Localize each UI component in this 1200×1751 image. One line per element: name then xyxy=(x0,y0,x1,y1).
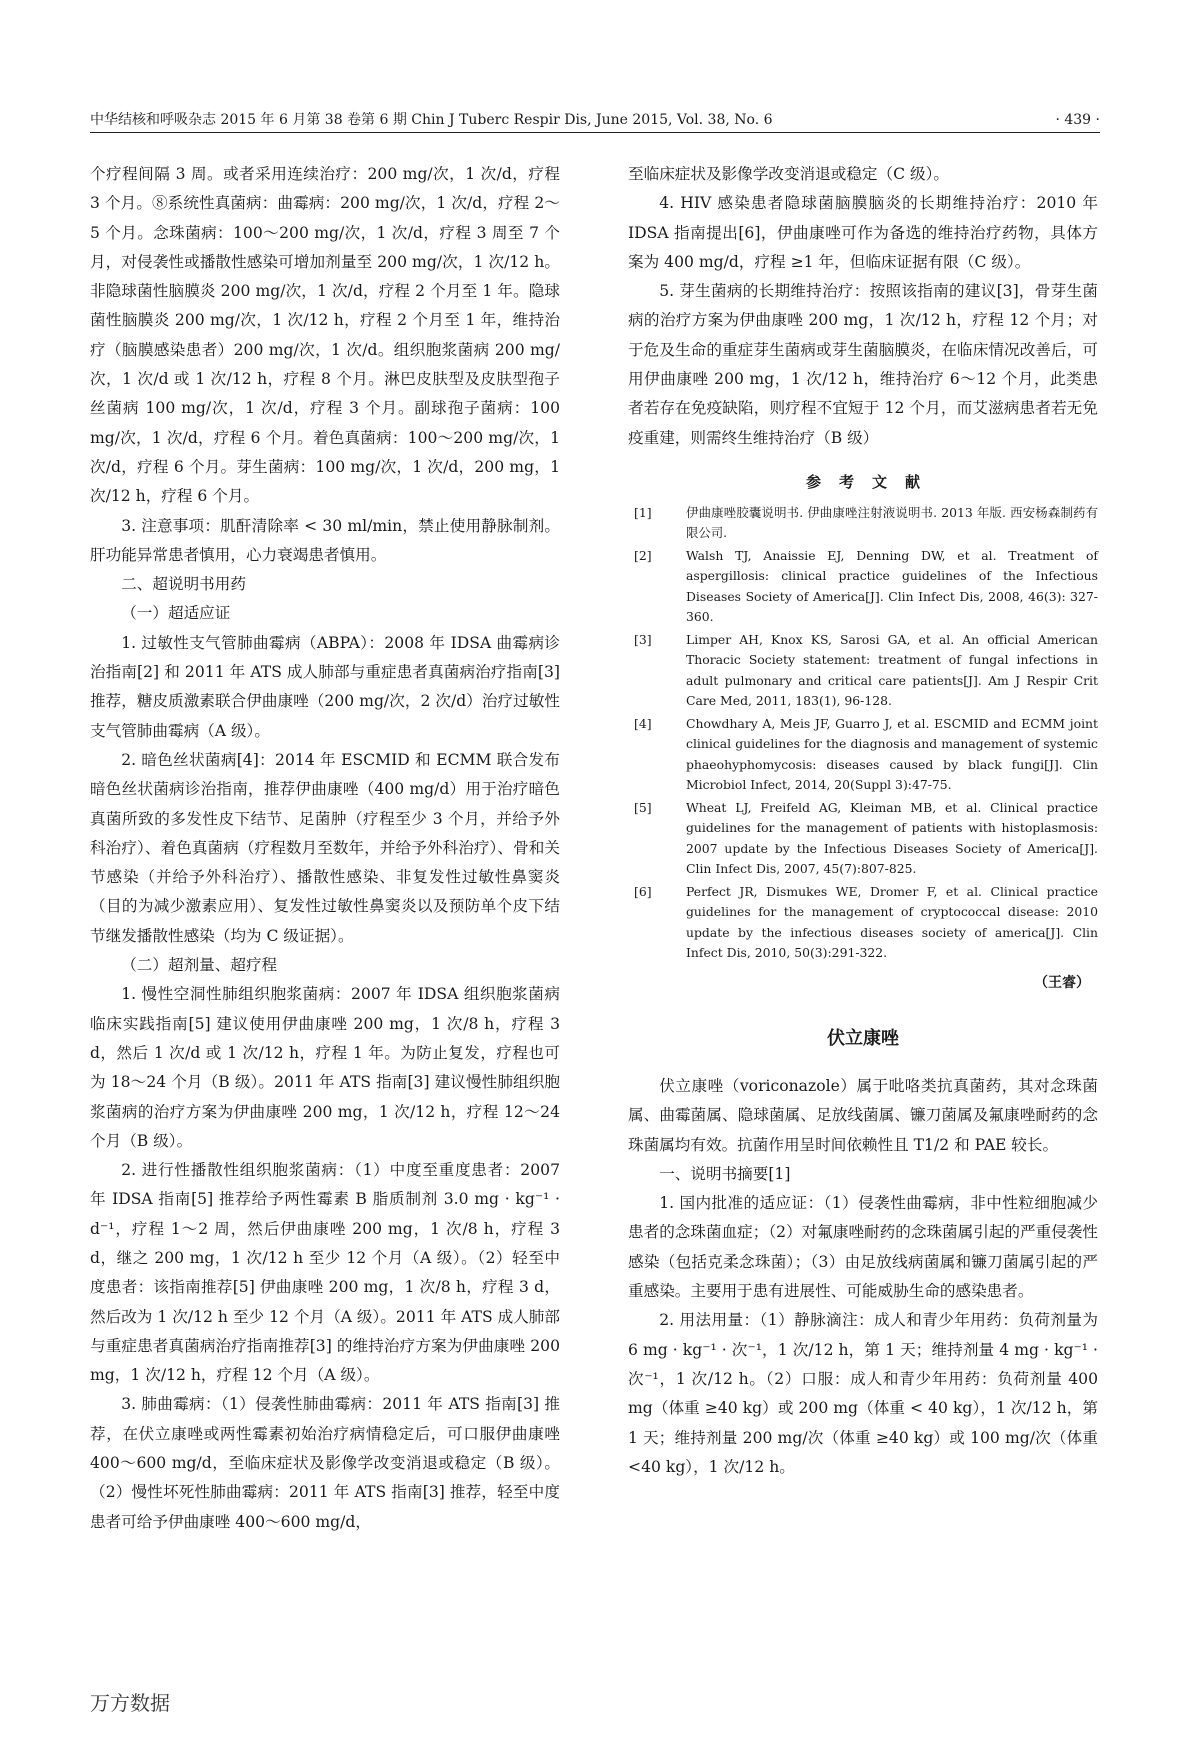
paragraph: 4. HIV 感染患者隐球菌脑膜脑炎的长期维持治疗：2010 年 IDSA 指南提出[6]，伊曲康唑可作为备选的维持治疗药物，具体方案为 400 mg/d，疗程 ≥1 年，但临床证据有限（C 级）。 xyxy=(628,194,1098,271)
paragraph: 2. 进行性播散性组织胞浆菌病：（1）中度至重度患者：2007 年 IDSA 指南[5] 推荐给予两性霉素 B 脂质制剂 3.0 mg · kg⁻¹ · d⁻¹，疗程 1～2 周，然后伊曲康唑 200 mg，1 次/8 h，疗程 3 d，继之 200 mg，1 次/12 h 至少 12 个月（A 级）。（2）轻至中度患者：该指南推荐[5] 伊曲康唑 200 mg，1 次/8 h，疗程 3 d，然后改为 1 次/12 h 至少 12 个月（A 级）。2011 年 ATS 成人肺部与重症患者真菌病治疗指南推荐[3] 的维持治疗方案为伊曲康唑 200 mg，1 次/12 h，疗程 12 个月（A 级）。 xyxy=(90,1161,560,1385)
reference-item xyxy=(628,714,1098,796)
reference-text: Perfect JR, Dismukes WE, Dromer F, et al. Clinical practice guidelines for the management of cryptococcal disease: 2010 update by the infectious diseases society of america[J]. Clin Infect Dis, 2010, 50(3):291-322. xyxy=(686,883,1098,961)
reference-number: [3] xyxy=(634,631,652,647)
journal-citation: 中华结核和呼吸杂志 2015 年 6 月第 38 卷第 6 期 Chin J Tuberc Respir Dis, June 2015, Vol. 38, No. 6 xyxy=(90,112,773,128)
paragraph: 2. 用法用量：（1）静脉滴注：成人和青少年用药：负荷剂量为 6 mg · kg⁻¹ · 次⁻¹，1 次/12 h，第 1 天；维持剂量 4 mg · kg⁻¹ · 次⁻¹，1 次/12 h。（2）口服：成人和青少年用药：负荷剂量 400 mg（体重 ≥40 kg）或 200 mg（体重 < 40 kg），1 次/12 h，第 1 天；维持剂量 200 mg/次（体重 ≥40 kg）或 100 mg/次（体重 <40 kg），1 次/12 h。 xyxy=(628,1311,1098,1476)
reference-number: [2] xyxy=(634,547,652,563)
reference-text: Limper AH, Knox KS, Sarosi GA, et al. An official American Thoracic Society statement: treatment of fungal infections in adult pulmonary and critical care patients[J]. Am J Respir Crit Care Med, 2011, 183(1), 96-128. xyxy=(686,631,1098,709)
paragraph: 1. 国内批准的适应证：（1）侵袭性曲霉病，非中性粒细胞减少患者的念珠菌血症；（2）对氟康唑耐药的念珠菌属引起的严重侵袭性感染（包括克柔念珠菌）；（3）由足放线病菌属和镰刀菌属引起的严重感染。主要用于患有进展性、可能威胁生命的感染患者。 xyxy=(628,1194,1098,1301)
reference-item xyxy=(628,882,1098,964)
reference-number: [5] xyxy=(634,799,652,815)
reference-list xyxy=(628,503,1098,964)
paragraph: 至临床症状及影像学改变消退或稳定（C 级）。 xyxy=(628,165,949,183)
reference-number: [1] xyxy=(634,504,652,520)
reference-item xyxy=(628,503,1098,544)
subsection-heading: （二）超剂量、超疗程 xyxy=(121,956,278,975)
paragraph: 2. 暗色丝状菌病[4]：2014 年 ESCMID 和 ECMM 联合发布暗色丝状菌病诊治指南，推荐伊曲康唑（400 mg/d）用于治疗暗色真菌所致的多发性皮下结节、足菌肿（疗程至少 3 个月，并给予外科治疗）、着色真菌病（疗程数月至数年，并给予外科治疗）、骨和关节感染（并给予外科治疗）、播散性感染、非复发性过敏性鼻窦炎（目的为减少激素应用）、复发性过敏性鼻窦炎以及预防单个皮下结节继发播散性感染（均为 C 级证据）。 xyxy=(90,750,560,945)
paragraph: 个疗程间隔 3 周。或者采用连续治疗：200 mg/次，1 次/d，疗程 3 个月。⑧系统性真菌病：曲霉病：200 mg/次，1 次/d，疗程 2～5 个月。念珠菌病：100～200 mg/次，1 次/d，疗程 3 周至 7 个月，对侵袭性或播散性感染可增加剂量至 200 mg/次，1 次/12 h。非隐球菌性脑膜炎 200 mg/次，1 次/d，疗程 2 个月至 1 年。隐球菌性脑膜炎 200 mg/次，1 次/12 h，疗程 2 个月至 1 年，维持治疗（脑膜感染患者）200 mg/次，1 次/d。组织胞浆菌病 200 mg/次，1 次/d 或 1 次/12 h，疗程 8 个月。淋巴皮肤型及皮肤型孢子丝菌病 100 mg/次，1 次/d，疗程 3 个月。副球孢子菌病：100 mg/次，1 次/d，疗程 6 个月。着色真菌病：100～200 mg/次，1 次/d，疗程 6 个月。芽生菌病：100 mg/次，1 次/d，200 mg，1 次/12 h，疗程 6 个月。 xyxy=(90,165,560,506)
paragraph: 3. 注意事项：肌酐清除率 < 30 ml/min，禁止使用静脉制剂。肝功能异常患者慎用，心力衰竭患者慎用。 xyxy=(90,516,560,564)
author-signature: （王睿） xyxy=(1034,974,1090,991)
reference-number: [4] xyxy=(634,715,652,731)
paragraph: 3. 肺曲霉病：（1）侵袭性肺曲霉病：2011 年 ATS 指南[3] 推荐，在伏立康唑或两性霉素初始治疗病情稳定后，可口服伊曲康唑 400～600 mg/d，至临床症状及影像学改变消退或稳定（B 级）。（2）慢性坏死性肺曲霉病：2011 年 ATS 指南[3] 推荐，轻至中度患者可给予伊曲康唑 400～600 mg/d， xyxy=(90,1395,560,1531)
watermark-logo: 万方数据 xyxy=(90,1691,170,1715)
paragraph: 1. 慢性空洞性肺组织胞浆菌病：2007 年 IDSA 组织胞浆菌病临床实践指南[5] 建议使用伊曲康唑 200 mg，1 次/8 h，疗程 3 d，然后 1 次/d 或 1 次/12 h，疗程 1 年。为防止复发，疗程也可为 18～24 个月（B 级）。2011 年 ATS 指南[3] 建议慢性肺组织胞浆菌病的治疗方案为伊曲康唑 200 mg，1 次/12 h，疗程 12～24 个月（B 级）。 xyxy=(90,985,560,1150)
reference-text: Chowdhary A, Meis JF, Guarro J, et al. ESCMID and ECMM joint clinical guidelines for the diagnosis and management of systemic phaeohyphomycosis: diseases caused by black fungi[J]. Clin Microbiol Infect, 2014, 20(Suppl 3):47-75. xyxy=(686,715,1098,793)
reference-number: [6] xyxy=(634,883,652,899)
reference-text: Walsh TJ, Anaissie EJ, Denning DW, et al. Treatment of aspergillosis: clinical practice guidelines of the Infectious Diseases Society of America[J]. Clin Infect Dis, 2008, 46(3): 327-360. xyxy=(686,547,1098,625)
section-heading: 二、超说明书用药 xyxy=(121,575,246,594)
running-head xyxy=(90,110,1100,133)
paragraph: 1. 过敏性支气管肺曲霉病（ABPA）：2008 年 IDSA 曲霉病诊治指南[2] 和 2011 年 ATS 成人肺部与重症患者真菌病治疗指南[3] 推荐，糖皮质激素联合伊曲康唑（200 mg/次，2 次/d）治疗过敏性支气管肺曲霉病（A 级）。 xyxy=(90,633,560,740)
reference-item xyxy=(628,798,1098,880)
subsection-heading: （一）超适应证 xyxy=(121,604,231,623)
references-heading: 参考文献 xyxy=(805,472,938,491)
article-title: 伏立康唑 xyxy=(827,1027,899,1049)
reference-item xyxy=(628,546,1098,628)
section-heading: 一、说明书摘要[1] xyxy=(659,1164,791,1183)
page-number: · 439 · xyxy=(1055,112,1100,128)
paragraph: 伏立康唑（voriconazole）属于吡咯类抗真菌药，其对念珠菌属、曲霉菌属、隐球菌属、足放线菌属、镰刀菌属及氟康唑耐药的念珠菌属均有效。抗菌作用呈时间依赖性且 T1/2 和 PAE 较长。 xyxy=(628,1076,1098,1154)
left-column xyxy=(90,160,560,1537)
reference-item xyxy=(628,630,1098,712)
right-column xyxy=(628,160,1098,1482)
reference-text: Wheat LJ, Freifeld AG, Kleiman MB, et al. Clinical practice guidelines for the management of patients with histoplasmosis: 2007 update by the Infectious Diseases Society of America[J]. Clin Infect Dis, 2007, 45(7):807-825. xyxy=(686,799,1098,877)
reference-text: 伊曲康唑胶囊说明书. 伊曲康唑注射液说明书. 2013 年版. 西安杨森制药有限公司. xyxy=(686,504,1098,541)
paragraph: 5. 芽生菌病的长期维持治疗：按照该指南的建议[3]，骨芽生菌病的治疗方案为伊曲康唑 200 mg，1 次/12 h，疗程 12 个月；对于危及生命的重症芽生菌病或芽生菌脑膜炎，在临床情况改善后，可用伊曲康唑 200 mg，1 次/12 h，维持治疗 6～12 个月，此类患者若存在免疫缺陷，则疗程不宜短于 12 个月，而艾滋病患者若无免疫重建，则需终生维持治疗（B 级） xyxy=(628,282,1098,447)
